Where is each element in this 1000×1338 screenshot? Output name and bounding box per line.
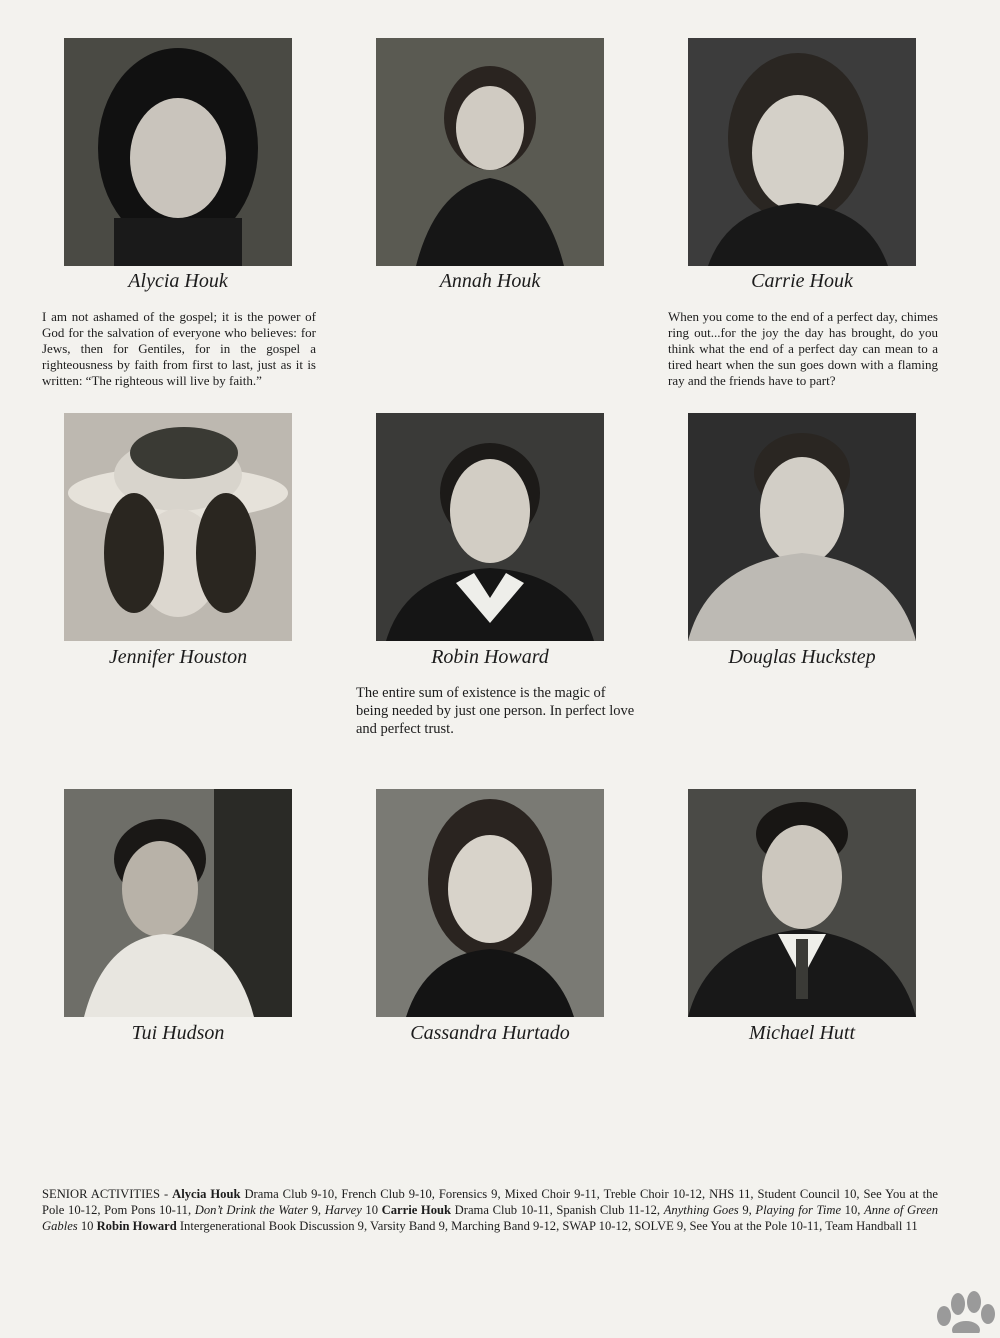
portrait-photo bbox=[64, 38, 292, 266]
portrait-photo bbox=[688, 38, 916, 266]
student-name: Douglas Huckstep bbox=[728, 646, 876, 668]
student-name: Robin Howard bbox=[431, 646, 549, 668]
student-quote: The entire sum of existence is the magic of being needed by just one person. In perfect love and perfect trust. bbox=[356, 685, 635, 737]
activity-year: 9, bbox=[308, 1203, 325, 1217]
activity-student-name: Alycia Houk bbox=[172, 1187, 241, 1201]
play-title: Anything Goes bbox=[663, 1203, 739, 1217]
student-name: Jennifer Houston bbox=[108, 646, 248, 668]
activity-year: 10, bbox=[841, 1203, 865, 1217]
portrait-photo bbox=[376, 38, 604, 266]
portrait-photo bbox=[376, 413, 604, 641]
portrait-photo bbox=[688, 413, 916, 641]
portrait-photo bbox=[688, 789, 916, 1017]
activity-year: 10 bbox=[77, 1219, 97, 1233]
student-name: Alycia Houk bbox=[128, 270, 228, 292]
senior-activities bbox=[42, 1186, 938, 1234]
student-name: Carrie Houk bbox=[751, 270, 853, 292]
student-name: Tui Hudson bbox=[131, 1022, 225, 1044]
portrait-photo bbox=[64, 789, 292, 1017]
student-quote: I am not ashamed of the gospel; it is the power of God for the salvation of everyone who believes: for Jews, then for Gentiles, for in the gospel a righteousness by faith from first to last, just as it is written: “The righteous will live by faith.” bbox=[42, 309, 316, 388]
activity-student-name: Carrie Houk bbox=[381, 1203, 452, 1217]
student-name: Cassandra Hurtado bbox=[410, 1022, 570, 1044]
student-name: Annah Houk bbox=[439, 270, 541, 292]
activity-list: Drama Club 9-10, French Club 9-10, Forensics 9, Mixed Choir 9-11, Treble Choir 10-12, NHS 11, Student Council 10, See You at the Pole 10-12, Pom Pons 10-11, bbox=[42, 1187, 938, 1217]
play-title: Don’t Drink the Water bbox=[194, 1203, 308, 1217]
activities-heading: SENIOR ACTIVITIES - bbox=[42, 1187, 173, 1201]
activity-year: 10 bbox=[361, 1203, 382, 1217]
portrait-photo bbox=[376, 789, 604, 1017]
play-title: Playing for Time bbox=[755, 1203, 842, 1217]
student-quote: When you come to the end of a perfect day, chimes ring out...for the joy the day has brought, do you think what the end of a perfect day can mean to a tired heart when the sun goes down with a flaming ray and the friends have to part? bbox=[668, 309, 938, 388]
portrait-photo bbox=[64, 413, 292, 641]
activity-student-name: Robin Howard bbox=[96, 1219, 177, 1233]
activity-year: 9, bbox=[738, 1203, 756, 1217]
student-name: Michael Hutt bbox=[748, 1022, 856, 1044]
play-title: Anne of Green Gables bbox=[42, 1203, 938, 1233]
activity-list: Drama Club 10-11, Spanish Club 11-12, bbox=[451, 1203, 664, 1217]
activity-list: Intergenerational Book Discussion 9, Varsity Band 9, Marching Band 9-12, SWAP 10-12, SOLVE 9, See You at the Pole 10-11, Team Handball 11 bbox=[176, 1219, 918, 1233]
play-title: Harvey bbox=[324, 1203, 362, 1217]
paw-print-icon bbox=[932, 1290, 1000, 1333]
